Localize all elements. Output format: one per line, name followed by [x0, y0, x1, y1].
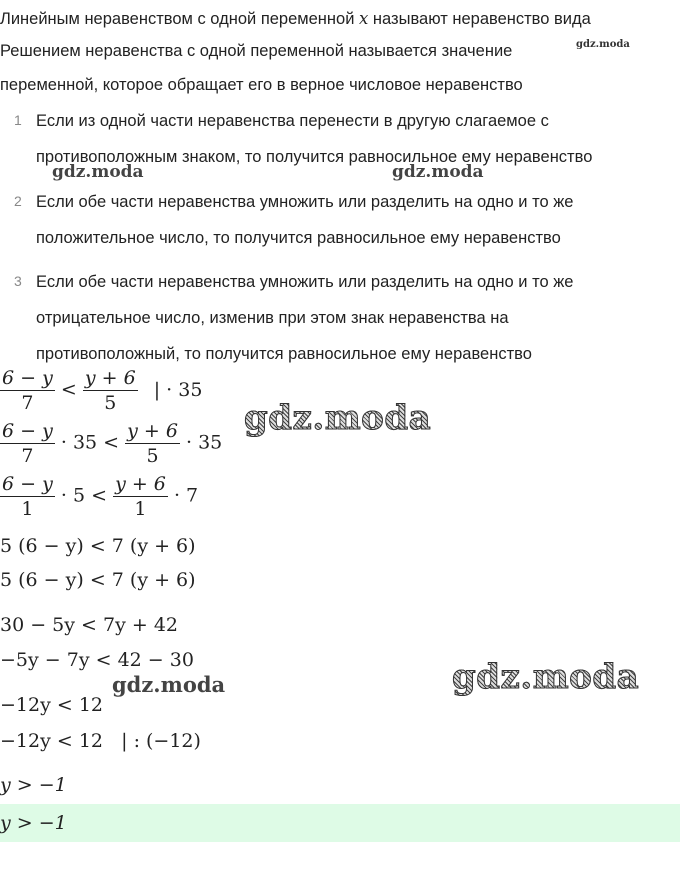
numerator: 6 − y: [2, 367, 53, 389]
watermark: gdz.moda: [452, 657, 640, 697]
intro-line-1-rest: называют неравенство вида: [372, 10, 591, 28]
step-6: 30 − 5y < 7y + 42: [0, 614, 178, 636]
rule-1-number: 1: [14, 112, 22, 128]
denominator: 1: [134, 498, 147, 520]
rule-2-line-1: Если обе части неравенства умножить или разделить на одно и то же: [36, 193, 574, 211]
step-5: 5 (6 − y) < 7 (y + 6): [0, 569, 196, 591]
step-4: 5 (6 − y) < 7 (y + 6): [0, 535, 196, 557]
operator: · 5 <: [60, 484, 108, 507]
rule-1-line-2: противоположным знаком, то получится равносильное ему неравенство: [36, 148, 593, 166]
numerator: y + 6: [115, 473, 166, 495]
numerator: 6 − y: [2, 473, 53, 495]
intro-line-1: [0, 8, 591, 30]
rule-3-number: 3: [14, 273, 22, 289]
rule-3-line-2: отрицательное число, изменив при этом знак неравенства на: [36, 309, 509, 327]
intro-line-2: Решением неравенства с одной переменной называется значение: [0, 42, 513, 60]
answer-highlight: [0, 804, 680, 842]
answer: y > −1: [0, 812, 67, 834]
intro-line-3: переменной, которое обращает его в верное числовое неравенство: [0, 76, 523, 94]
step-8: −12y < 12: [0, 694, 104, 716]
fraction-left: [0, 366, 55, 415]
rule-1-line-1: Если из одной части неравенства перенести в другую слагаемое с: [36, 112, 549, 130]
fraction-left: [0, 472, 55, 521]
operator: <: [60, 378, 77, 401]
multiplier: · 7: [173, 484, 199, 507]
step-3: [0, 472, 198, 521]
rule-3-line-3: противоположный, то получится равносильное ему неравенство: [36, 345, 532, 363]
denominator: 5: [146, 445, 159, 467]
rule-3-line-1: Если обе части неравенства умножить или разделить на одно и то же: [36, 273, 574, 291]
fraction-right: [113, 472, 168, 521]
denominator: 5: [104, 392, 117, 414]
rule-2-number: 2: [14, 193, 22, 209]
watermark: gdz.moda: [112, 672, 226, 697]
numerator: 6 − y: [2, 420, 53, 442]
fraction-right: [125, 419, 180, 468]
step-10: y > −1: [0, 774, 67, 796]
multiplier: | · 35: [153, 378, 203, 401]
multiplier: · 35: [186, 431, 223, 454]
intro-line-1-text: Линейным неравенством с одной переменной: [0, 10, 355, 28]
numerator: y + 6: [84, 367, 136, 389]
step-2: [0, 419, 222, 468]
step-1: [0, 366, 202, 415]
fraction-left: [0, 419, 55, 468]
step-7: −5y − 7y < 42 − 30: [0, 649, 194, 671]
rule-2-line-2: положительное число, то получится равносильное ему неравенство: [36, 229, 561, 247]
numerator: y + 6: [127, 420, 178, 442]
watermark: gdz.moda: [52, 162, 144, 182]
operator: · 35 <: [60, 431, 120, 454]
denominator: 7: [21, 445, 34, 467]
fraction-right: [83, 366, 138, 415]
watermark: gdz.moda: [244, 398, 432, 438]
watermark: gdz.moda: [576, 39, 630, 50]
denominator: 7: [21, 392, 34, 414]
step-9: −12y < 12 | : (−12): [0, 730, 201, 752]
watermark: gdz.moda: [392, 162, 484, 182]
denominator: 1: [21, 498, 34, 520]
intro-variable: x: [359, 9, 369, 28]
